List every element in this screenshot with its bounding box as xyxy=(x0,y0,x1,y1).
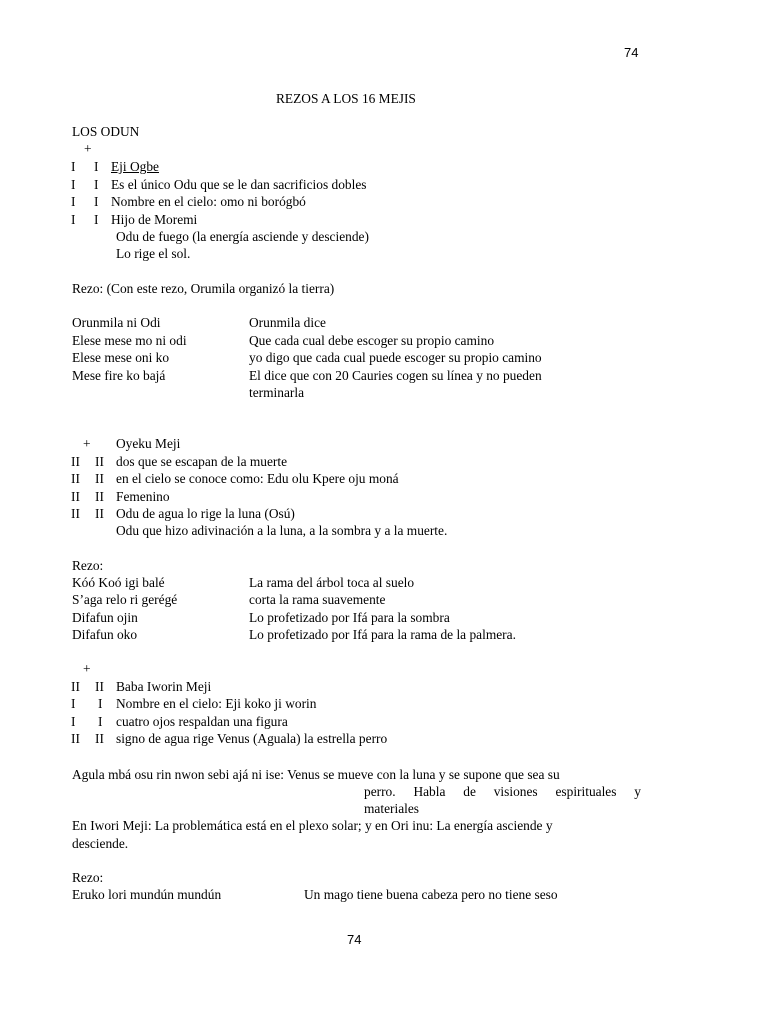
page-number-bottom: 74 xyxy=(347,932,362,947)
rezo-translation: La rama del árbol toca al suelo xyxy=(249,575,415,590)
odu-name: Eji Ogbe xyxy=(111,159,159,174)
rezo-translation: El dice que con 20 Cauries cogen su línea y no pueden xyxy=(249,368,542,383)
odu-mark: I xyxy=(71,177,76,192)
odu-note: Odu de fuego (la energía asciende y desciende) xyxy=(116,229,369,244)
section-title: LOS ODUN xyxy=(72,124,140,139)
rezo-yoruba: Kóó Koó igi balé xyxy=(72,575,165,590)
odu-line: signo de agua rige Venus (Aguala) la estrella perro xyxy=(116,731,388,746)
rezo-yoruba: Difafun ojin xyxy=(72,610,138,625)
rezo-yoruba: S’aga relo ri gerégé xyxy=(72,592,178,607)
odu-mark: II xyxy=(71,471,80,486)
rezo-translation: Un mago tiene buena cabeza pero no tiene seso xyxy=(304,887,558,902)
odu-line: Odu de agua lo rige la luna (Osú) xyxy=(116,506,295,521)
odu-mark: I xyxy=(94,159,99,174)
paragraph-line: perro. Habla de visiones espirituales y xyxy=(364,784,641,799)
odu-line: Nombre en el cielo: Eji koko ji worin xyxy=(116,696,317,711)
rezo-translation-cont: terminarla xyxy=(249,385,305,400)
odu-mark: II xyxy=(71,489,80,504)
odu-name: Oyeku Meji xyxy=(116,436,181,451)
odu-mark: I xyxy=(71,696,76,711)
odu-note: Odu que hizo adivinación a la luna, a la sombra y a la muerte. xyxy=(116,523,448,538)
page-number-top: 74 xyxy=(624,45,639,60)
rezo-translation: corta la rama suavemente xyxy=(249,592,386,607)
odu-mark: I xyxy=(71,212,76,227)
rezo-translation: yo digo que cada cual puede escoger su propio camino xyxy=(249,350,542,365)
odu-line: Nombre en el cielo: omo ni borógbó xyxy=(111,194,306,209)
odu-line: en el cielo se conoce como: Edu olu Kpere oju moná xyxy=(116,471,399,486)
odu-line: Femenino xyxy=(116,489,170,504)
odu-mark: I xyxy=(71,159,76,174)
plus-sign: + xyxy=(84,141,92,156)
odu-mark: II xyxy=(71,454,80,469)
plus-sign: + xyxy=(83,436,91,451)
odu-name: Baba Iworin Meji xyxy=(116,679,212,694)
rezo-yoruba: Difafun oko xyxy=(72,627,138,642)
rezo-translation: Lo profetizado por Ifá para la sombra xyxy=(249,610,450,625)
odu-mark: I xyxy=(94,194,99,209)
odu-mark: I xyxy=(71,714,76,729)
odu-mark: I xyxy=(94,177,99,192)
odu-mark: I xyxy=(71,194,76,209)
paragraph-line: materiales xyxy=(364,801,420,816)
odu-mark: II xyxy=(95,679,104,694)
rezo-yoruba: Orunmila ni Odi xyxy=(72,315,161,330)
odu-line: Hijo de Moremi xyxy=(111,212,198,227)
odu-mark: I xyxy=(94,212,99,227)
page-title: REZOS A LOS 16 MEJIS xyxy=(276,91,416,106)
odu-note: Lo rige el sol. xyxy=(116,246,191,261)
rezo-yoruba: Eruko lori mundún mundún xyxy=(72,887,222,902)
odu-mark: II xyxy=(71,679,80,694)
odu-mark: II xyxy=(95,731,104,746)
rezo-yoruba: Mese fire ko bajá xyxy=(72,368,166,383)
odu-line: Es el único Odu que se le dan sacrificios dobles xyxy=(111,177,367,192)
odu-mark: I xyxy=(98,696,103,711)
odu-mark: II xyxy=(95,489,104,504)
rezo-translation: Lo profetizado por Ifá para la rama de la palmera. xyxy=(249,627,516,642)
rezo-translation: Que cada cual debe escoger su propio camino xyxy=(249,333,495,348)
odu-mark: II xyxy=(71,731,80,746)
rezo-yoruba: Elese mese oni ko xyxy=(72,350,170,365)
odu-line: dos que se escapan de la muerte xyxy=(116,454,288,469)
odu-line: cuatro ojos respaldan una figura xyxy=(116,714,288,729)
plus-sign: + xyxy=(83,661,91,676)
rezo-translation: Orunmila dice xyxy=(249,315,326,330)
odu-mark: II xyxy=(71,506,80,521)
rezo-label: Rezo: xyxy=(72,870,104,885)
rezo-yoruba: Elese mese mo ni odi xyxy=(72,333,187,348)
odu-mark: I xyxy=(98,714,103,729)
paragraph-line: Agula mbá osu rin nwon sebi ajá ni ise: Venus se mueve con la luna y se supone que sea su xyxy=(72,767,560,782)
odu-mark: II xyxy=(95,471,104,486)
rezo-intro: Rezo: (Con este rezo, Orumila organizó la tierra) xyxy=(72,281,335,296)
odu-mark: II xyxy=(95,506,104,521)
rezo-label: Rezo: xyxy=(72,558,104,573)
odu-mark: II xyxy=(95,454,104,469)
paragraph-line: En Iwori Meji: La problemática está en el plexo solar; y en Ori inu: La energía asciende y xyxy=(72,818,553,833)
paragraph-line: desciende. xyxy=(72,836,129,851)
